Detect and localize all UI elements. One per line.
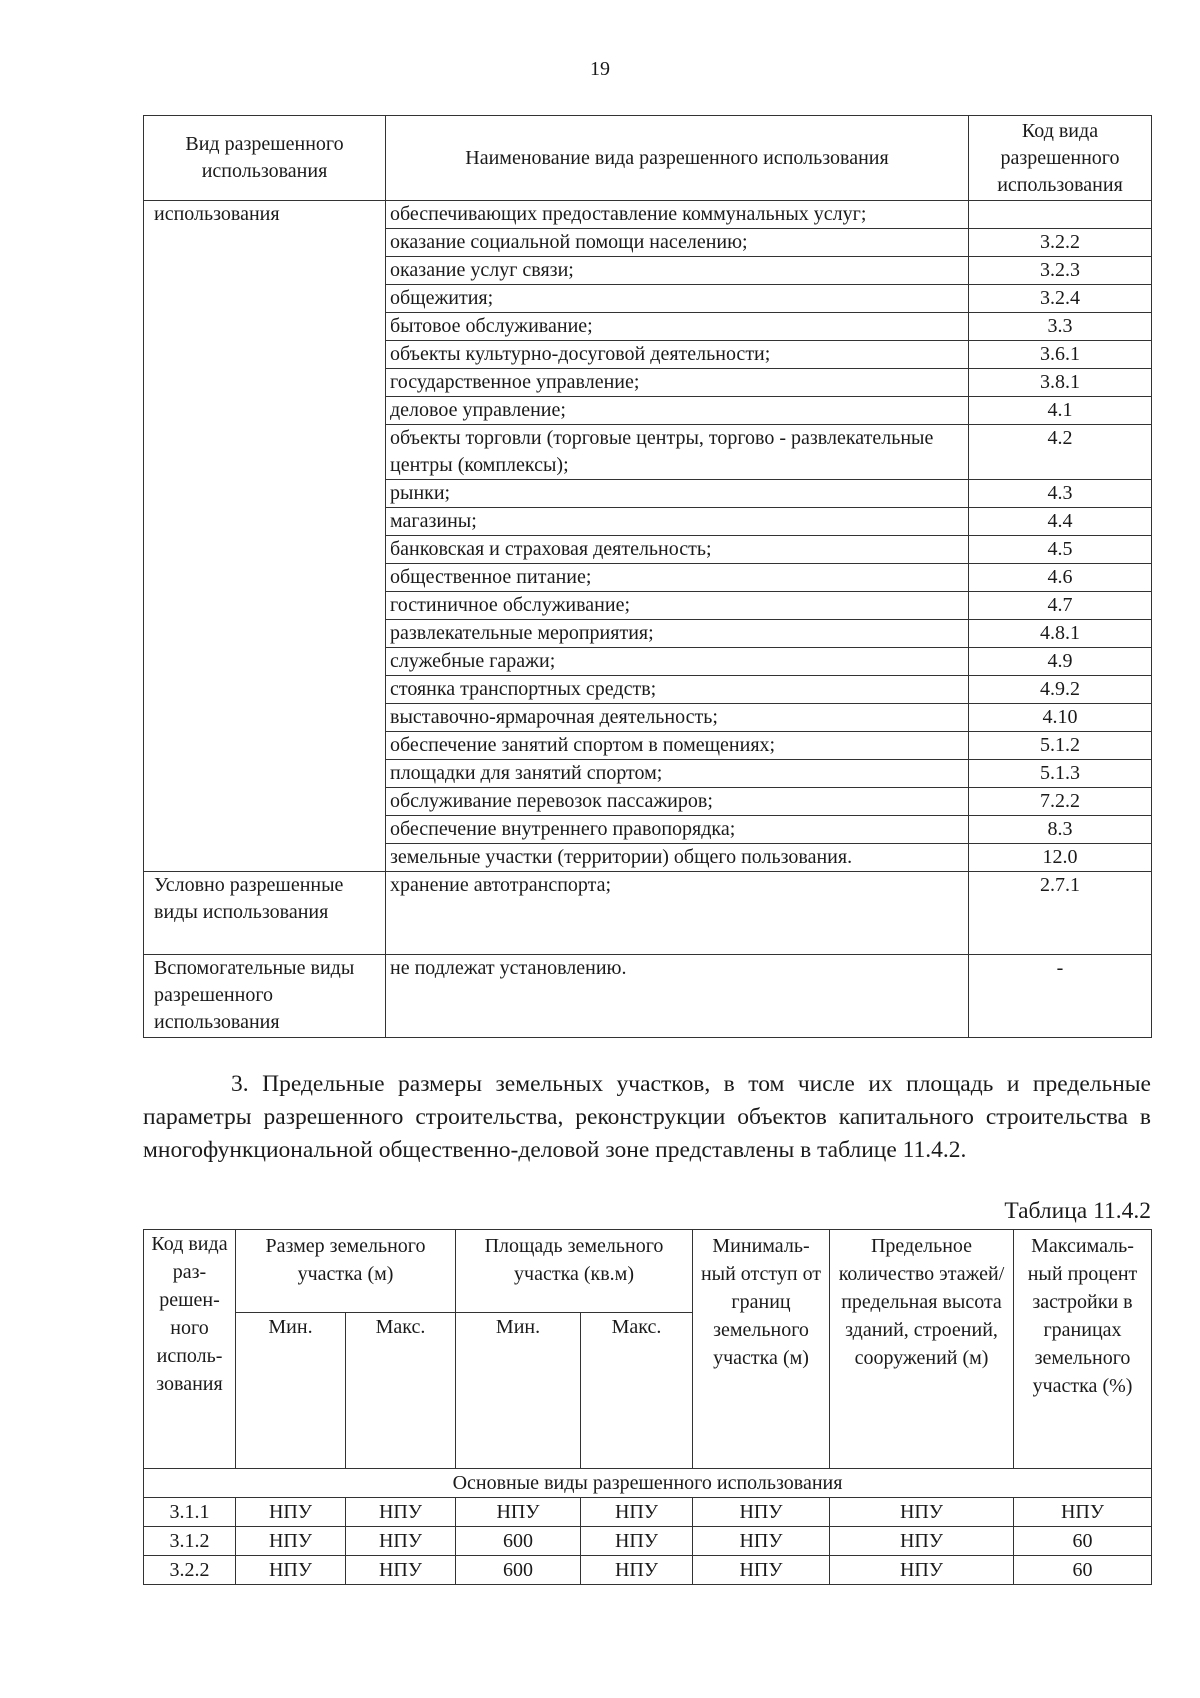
cell-area-max: НПУ xyxy=(581,1498,693,1527)
header-area-max: Макс. xyxy=(581,1313,693,1469)
cell-coverage: 60 xyxy=(1014,1556,1152,1585)
header-coverage: Максималь-ный процент застройки в границах земельного участка (%) xyxy=(1014,1230,1152,1469)
use-name: выставочно-ярмарочная деятельность; xyxy=(386,704,969,732)
table-row xyxy=(144,1527,1152,1556)
use-name: бытовое обслуживание; xyxy=(386,313,969,341)
use-name: площадки для занятий спортом; xyxy=(386,760,969,788)
permitted-use-table xyxy=(143,115,1152,1038)
use-code: 4.1 xyxy=(969,397,1152,425)
use-name: оказание социальной помощи населению; xyxy=(386,229,969,257)
use-name: обеспечение занятий спортом в помещениях; xyxy=(386,732,969,760)
use-name: рынки; xyxy=(386,480,969,508)
use-name: стоянка транспортных средств; xyxy=(386,676,969,704)
use-code: 7.2.2 xyxy=(969,788,1152,816)
section-row xyxy=(144,1469,1152,1498)
cell-code: 3.1.1 xyxy=(144,1498,236,1527)
use-name: общежития; xyxy=(386,285,969,313)
header-area: Площадь земельного участка (кв.м) xyxy=(456,1230,693,1313)
use-name: служебные гаражи; xyxy=(386,648,969,676)
cell-size-min: НПУ xyxy=(236,1498,346,1527)
use-name: обеспечивающих предоставление коммунальных услуг; xyxy=(386,201,969,229)
cell-size-max: НПУ xyxy=(346,1556,456,1585)
header-use-code: Код вида разрешенного использования xyxy=(969,116,1152,201)
header-size: Размер земельного участка (м) xyxy=(236,1230,456,1313)
header-size-max: Макс. xyxy=(346,1313,456,1469)
cell-setback: НПУ xyxy=(693,1556,830,1585)
table-row xyxy=(144,201,1152,229)
category-main: использования xyxy=(144,201,386,872)
use-name: развлекательные мероприятия; xyxy=(386,620,969,648)
use-name: объекты культурно-досуговой деятельности; xyxy=(386,341,969,369)
page-number: 19 xyxy=(590,58,610,80)
cell-code: 3.1.2 xyxy=(144,1527,236,1556)
category-auxiliary: Вспомогательные виды разрешенного использования xyxy=(144,955,386,1038)
table-row xyxy=(144,1556,1152,1585)
cell-floors: НПУ xyxy=(830,1556,1014,1585)
use-code: 5.1.3 xyxy=(969,760,1152,788)
use-code: 3.6.1 xyxy=(969,341,1152,369)
cell-size-max: НПУ xyxy=(346,1527,456,1556)
use-code: 3.2.4 xyxy=(969,285,1152,313)
table-row xyxy=(144,872,1152,955)
use-code: 8.3 xyxy=(969,816,1152,844)
use-code: - xyxy=(969,955,1152,1038)
cell-size-min: НПУ xyxy=(236,1527,346,1556)
table-row xyxy=(144,1498,1152,1527)
use-code: 4.10 xyxy=(969,704,1152,732)
cell-area-max: НПУ xyxy=(581,1556,693,1585)
header-use-type: Вид разрешенного использования xyxy=(144,116,386,201)
parameters-table xyxy=(143,1229,1152,1585)
use-code: 4.7 xyxy=(969,592,1152,620)
header-code: Код вида раз-решен-ного исполь-зования xyxy=(144,1230,236,1469)
use-name: общественное питание; xyxy=(386,564,969,592)
use-name: государственное управление; xyxy=(386,369,969,397)
cell-floors: НПУ xyxy=(830,1498,1014,1527)
paragraph-3: 3. Предельные размеры земельных участков, в том числе их площадь и предельные параметры разрешенного строительства, реконструкции объектов капитального строительства в многофункциональной общественно-деловой зоне представлены в таблице 11.4.2. xyxy=(143,1071,1151,1163)
use-name: объекты торговли (торговые центры, торгово - развлекательные центры (комплексы); xyxy=(386,425,969,480)
use-name: оказание услуг связи; xyxy=(386,257,969,285)
table-header-row xyxy=(144,1230,1152,1313)
header-area-min: Мин. xyxy=(456,1313,581,1469)
use-code: 4.9 xyxy=(969,648,1152,676)
use-name: банковская и страховая деятельность; xyxy=(386,536,969,564)
use-code: 4.8.1 xyxy=(969,620,1152,648)
use-code: 3.3 xyxy=(969,313,1152,341)
cell-size-min: НПУ xyxy=(236,1556,346,1585)
category-conditional: Условно разрешенные виды использования xyxy=(144,872,386,955)
cell-floors: НПУ xyxy=(830,1527,1014,1556)
use-code: 4.2 xyxy=(969,425,1152,480)
use-code: 3.2.2 xyxy=(969,229,1152,257)
use-code: 3.2.3 xyxy=(969,257,1152,285)
use-code: 5.1.2 xyxy=(969,732,1152,760)
table-row xyxy=(144,955,1152,1038)
use-name: гостиничное обслуживание; xyxy=(386,592,969,620)
use-code: 12.0 xyxy=(969,844,1152,872)
table-caption: Таблица 11.4.2 xyxy=(1004,1198,1151,1224)
use-code: 2.7.1 xyxy=(969,872,1152,955)
cell-coverage: 60 xyxy=(1014,1527,1152,1556)
use-code: 3.8.1 xyxy=(969,369,1152,397)
use-code: 4.5 xyxy=(969,536,1152,564)
header-use-name: Наименование вида разрешенного использования xyxy=(386,116,969,201)
cell-code: 3.2.2 xyxy=(144,1556,236,1585)
cell-area-min: 600 xyxy=(456,1556,581,1585)
section-label: Основные виды разрешенного использования xyxy=(144,1469,1152,1498)
cell-setback: НПУ xyxy=(693,1498,830,1527)
use-name: хранение автотранспорта; xyxy=(386,872,969,955)
use-code: 4.9.2 xyxy=(969,676,1152,704)
use-code: 4.3 xyxy=(969,480,1152,508)
cell-setback: НПУ xyxy=(693,1527,830,1556)
use-name: земельные участки (территории) общего пользования. xyxy=(386,844,969,872)
use-name: обслуживание перевозок пассажиров; xyxy=(386,788,969,816)
header-floors: Предельное количество этажей/ предельная высота зданий, строений, сооружений (м) xyxy=(830,1230,1014,1469)
header-size-min: Мин. xyxy=(236,1313,346,1469)
use-code: 4.6 xyxy=(969,564,1152,592)
table-header-row xyxy=(144,116,1152,201)
cell-area-min: 600 xyxy=(456,1527,581,1556)
cell-area-min: НПУ xyxy=(456,1498,581,1527)
use-name: не подлежат установлению. xyxy=(386,955,969,1038)
use-name: магазины; xyxy=(386,508,969,536)
cell-area-max: НПУ xyxy=(581,1527,693,1556)
cell-size-max: НПУ xyxy=(346,1498,456,1527)
use-code xyxy=(969,201,1152,229)
use-name: обеспечение внутреннего правопорядка; xyxy=(386,816,969,844)
cell-coverage: НПУ xyxy=(1014,1498,1152,1527)
use-code: 4.4 xyxy=(969,508,1152,536)
header-setback: Минималь-ный отступ от границ земельного участка (м) xyxy=(693,1230,830,1469)
use-name: деловое управление; xyxy=(386,397,969,425)
